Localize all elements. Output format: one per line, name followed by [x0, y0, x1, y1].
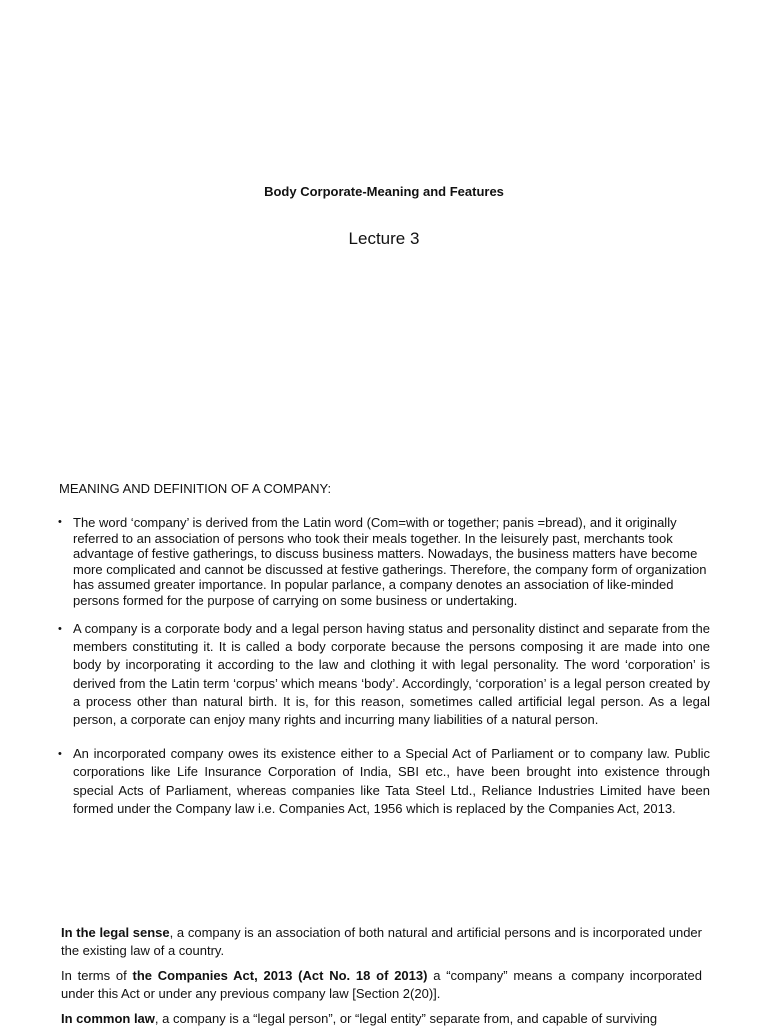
paragraph-lead: In terms of — [61, 968, 133, 983]
bullet-item: • An incorporated company owes its existence either to a Special Act of Parliament or to company law. Public corporations like Life Insurance Corporation of India, SBI etc., have been brought into existence through special Acts of Parliament, whereas companies like Tata Steel Ltd., Reliance Industries Limited have been formed under the Company law i.e. Companies Act, 1956 which is replaced by the Companies Act, 2013. — [56, 745, 710, 818]
page-title: Body Corporate-Meaning and Features — [264, 184, 504, 199]
bullet-item: • A company is a corporate body and a legal person having status and personality distinct and separate from the members constituting it. It is called a body corporate because the persons composing it are made into one body by incorporating it according to the law and clothing it with legal personality. The word ‘corporation’ is derived from the Latin term ‘corpus’ which means ‘body’. Accordingly, ‘corporation’ is a legal person created by a process other than natural birth. It is, for this reason, sometimes called artificial legal person. As a legal person, a corporate can enjoy many rights and incurring many liabilities of a natural person. — [56, 620, 710, 729]
paragraph-text: , a company is an association of both natural and artificial persons and is incorporated under the existing law of a country. — [61, 925, 702, 959]
section-heading: MEANING AND DEFINITION OF A COMPANY: — [59, 481, 332, 496]
paragraph-text: , a company is a “legal person”, or “legal entity” separate from, and capable of surviving — [154, 1011, 658, 1026]
bullet-item: • The word ‘company’ is derived from the Latin word (Com=with or together; panis =bread), and it originally referred to an association of persons who took their meals together. In the leisurely past, merchants took advantage of festive gatherings, to discuss business matters. Nowadays, the business matters have become more complicated and cannot be discussed at festive gatherings. Therefore, the company form of organization has assumed greater importance. In popular parlance, a company denotes an association of like-minded persons formed for the purpose of carrying on some business or undertaking. — [56, 515, 710, 608]
paragraph-companies-act — [61, 967, 702, 1003]
paragraph-common-law — [61, 1010, 702, 1028]
paragraph-bold-phrase: the Companies Act, 2013 (Act No. 18 of 2013) — [132, 968, 428, 983]
bullet-list — [56, 515, 710, 818]
paragraph-text: a “company” means a company incorporated under this Act or under any previous company law [Section 2(20)]. — [61, 968, 702, 1002]
lecture-subtitle: Lecture 3 — [348, 229, 420, 248]
paragraph-bold-phrase: In common law — [61, 1011, 155, 1026]
paragraph-legal-sense — [61, 924, 702, 960]
paragraph-bold-phrase: In the legal sense — [61, 925, 170, 940]
